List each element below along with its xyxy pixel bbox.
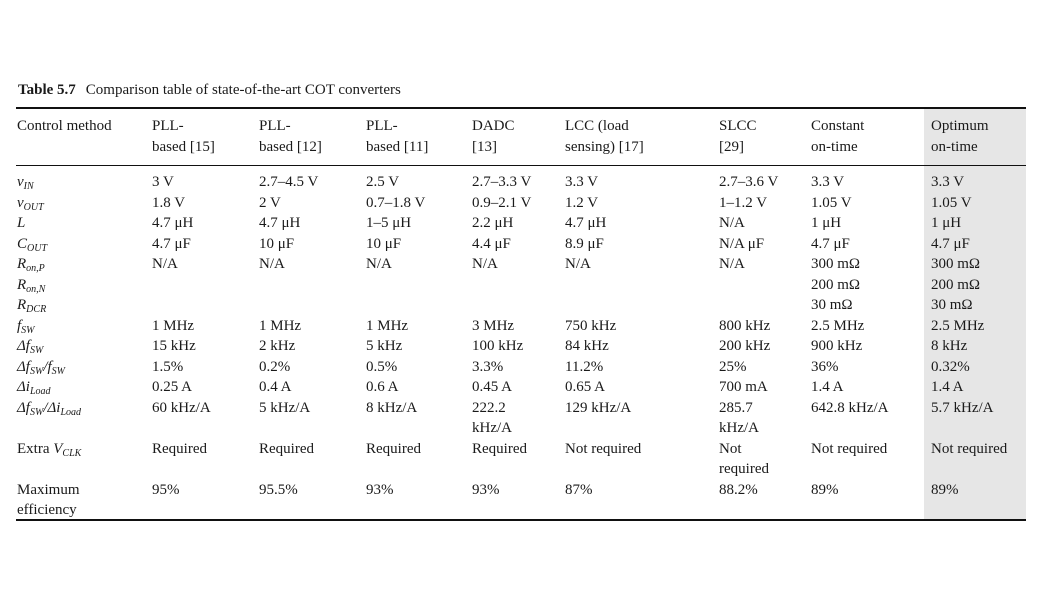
value-cell: 0.4 A [259, 379, 292, 395]
table-row [16, 336, 1026, 357]
symbol-base: Δf [17, 399, 30, 416]
value-cell: 0.25 A [152, 379, 193, 395]
value-cell [472, 275, 565, 296]
value-cell: N/A [152, 256, 178, 272]
value-cell: 36% [811, 358, 839, 375]
value-cell: 1.8 V [152, 194, 186, 211]
value-cell: 5.7 kHz/A [931, 399, 994, 416]
value-cell: 100 kHz [472, 338, 524, 354]
value-cell: N/A [719, 215, 745, 231]
value-cell: 0.32% [931, 358, 970, 375]
value-cell: N/A [259, 256, 285, 272]
value-cell: 1 MHz [152, 317, 195, 334]
table-body [16, 165, 1026, 521]
value-cell: 2 V [259, 194, 281, 211]
value-cell: 0.9–2.1 V [472, 194, 532, 211]
value-cell: 4.7 μF [931, 235, 970, 252]
value-cell: Not required [811, 440, 888, 457]
parameter-cell [16, 336, 152, 357]
table-label: Table 5.7 [18, 82, 76, 98]
parameter-symbol [17, 359, 65, 375]
value-cell: 89% [931, 481, 959, 498]
symbol-subscript: IN [23, 181, 34, 192]
value-cell: Not required [931, 440, 1008, 457]
value-cell: 3 V [152, 174, 174, 190]
symbol-base: R [17, 256, 27, 272]
column-header: Optimum on-time [931, 118, 989, 155]
parameter-cell [16, 165, 152, 193]
parameter-symbol [17, 400, 81, 416]
symbol-subscript: DCR [26, 304, 47, 315]
parameter-text: Maximum efficiency [17, 481, 80, 518]
value-cell: Not required [719, 440, 769, 477]
value-cell: 0.7–1.8 V [366, 194, 426, 211]
value-cell: Required [152, 440, 207, 457]
value-cell [366, 275, 472, 296]
value-cell: 1.4 A [811, 379, 844, 395]
symbol-base: /Δi [43, 399, 61, 416]
table-caption [18, 82, 401, 99]
value-cell: 30 mΩ [931, 297, 973, 313]
parameter-symbol [17, 379, 51, 395]
value-cell: 88.2% [719, 481, 758, 498]
symbol-subscript: SW [21, 324, 35, 336]
value-cell: 4.4 μF [472, 235, 511, 252]
parameter-symbol [53, 441, 81, 457]
value-cell: 1.5% [152, 358, 184, 375]
table-row [16, 254, 1026, 275]
symbol-base: R [17, 276, 27, 293]
table-row [16, 398, 1026, 439]
parameter-text: Extra [17, 440, 54, 457]
value-cell: 2.7–4.5 V [259, 174, 319, 190]
value-cell: 0.45 A [472, 379, 513, 395]
value-cell: 8 kHz/A [366, 399, 418, 416]
value-cell: 1.05 V [811, 194, 852, 211]
value-cell [366, 295, 472, 316]
value-cell: 8 kHz [931, 338, 968, 354]
value-cell [259, 275, 366, 296]
value-cell: 0.6 A [366, 379, 399, 395]
column-header: PLL- based [11] [366, 118, 429, 155]
value-cell: 93% [366, 481, 394, 498]
value-cell [719, 275, 811, 296]
table-row [16, 213, 1026, 234]
parameter-cell [16, 316, 152, 337]
value-cell: N/A [565, 256, 591, 272]
value-cell: 1 MHz [259, 317, 302, 334]
value-cell: 95% [152, 481, 180, 498]
value-cell: 3.3 V [565, 174, 599, 190]
value-cell: 5 kHz [366, 338, 403, 354]
value-cell: 1–5 μH [366, 215, 412, 231]
value-cell: 3.3 V [811, 174, 845, 190]
value-cell: 900 kHz [811, 338, 863, 354]
value-cell: 222.2 kHz/A [472, 399, 512, 436]
value-cell: 800 kHz [719, 317, 771, 334]
parameter-symbol [17, 215, 25, 231]
value-cell: 0.5% [366, 358, 398, 375]
table-row [16, 480, 1026, 521]
value-cell [565, 295, 719, 316]
symbol-base: v [17, 174, 24, 190]
value-cell: N/A μF [719, 235, 765, 252]
parameter-cell [16, 398, 152, 439]
parameter-symbol [17, 297, 46, 313]
symbol-base: /f [43, 358, 52, 375]
value-cell: 89% [811, 481, 839, 498]
value-cell: 15 kHz [152, 338, 196, 354]
value-cell: 2.7–3.6 V [719, 174, 779, 190]
table-row [16, 357, 1026, 378]
header-row [16, 109, 1026, 165]
value-cell: 0.65 A [565, 379, 606, 395]
parameter-cell [16, 439, 152, 480]
value-cell: 4.7 μH [259, 215, 301, 231]
value-cell: 1.2 V [565, 194, 599, 211]
value-cell: 4.7 μF [152, 235, 191, 252]
parameter-cell [16, 357, 152, 378]
symbol-base: f [17, 317, 22, 334]
table-row [16, 439, 1026, 480]
value-cell: N/A [366, 256, 392, 272]
parameter-symbol [17, 338, 43, 354]
symbol-subscript: SW [29, 406, 44, 418]
symbol-subscript: OUT [27, 242, 48, 254]
column-header: DADC [13] [472, 118, 515, 155]
symbol-subscript: Load [60, 406, 82, 418]
parameter-cell [16, 377, 152, 398]
value-cell: 2.7–3.3 V [472, 174, 532, 190]
value-cell: 3 MHz [472, 317, 515, 334]
value-cell: 3.3% [472, 358, 504, 375]
column-header: Control method [17, 118, 112, 134]
value-cell [719, 295, 811, 316]
value-cell: 4.7 μH [565, 215, 607, 231]
table-title: Comparison table of state-of-the-art COT converters [85, 82, 401, 98]
table-row [16, 165, 1026, 193]
value-cell: Not required [565, 440, 642, 457]
value-cell: 30 mΩ [811, 297, 853, 313]
symbol-base: v [17, 194, 24, 211]
value-cell: 10 μF [259, 235, 295, 252]
column-header: LCC (load sensing) [17] [565, 118, 644, 155]
value-cell: 95.5% [259, 481, 298, 498]
symbol-subscript: OUT [23, 201, 44, 213]
parameter-cell [16, 254, 152, 275]
value-cell: 25% [719, 358, 747, 375]
value-cell: Required [472, 440, 527, 457]
symbol-subscript: Load [29, 386, 51, 397]
parameter-symbol [17, 174, 34, 190]
value-cell: 200 mΩ [931, 276, 981, 293]
symbol-subscript: SW [51, 365, 66, 377]
value-cell: 3.3 V [931, 174, 965, 190]
value-cell [259, 295, 366, 316]
value-cell: 200 kHz [719, 338, 771, 354]
value-cell: Required [259, 440, 314, 457]
value-cell: 2.2 μH [472, 215, 514, 231]
value-cell: N/A [472, 256, 498, 272]
value-cell: 4.7 μH [152, 215, 194, 231]
symbol-base: L [17, 215, 26, 231]
value-cell: 2 kHz [259, 338, 296, 354]
value-cell [152, 295, 259, 316]
table-row [16, 275, 1026, 296]
value-cell: Required [366, 440, 421, 457]
value-cell: 1.4 A [931, 379, 964, 395]
comparison-table [16, 109, 1026, 521]
value-cell: 285.7 kHz/A [719, 399, 759, 436]
table-row [16, 377, 1026, 398]
value-cell: 1 μH [931, 215, 962, 231]
table-row [16, 193, 1026, 214]
value-cell: 300 mΩ [931, 256, 981, 272]
value-cell: 60 kHz/A [152, 399, 211, 416]
parameter-symbol [17, 318, 35, 334]
symbol-base: Δi [17, 379, 30, 395]
value-cell: 750 kHz [565, 317, 617, 334]
value-cell: 200 mΩ [811, 276, 861, 293]
value-cell: 84 kHz [565, 338, 609, 354]
parameter-cell [16, 193, 152, 214]
value-cell: 93% [472, 481, 500, 498]
value-cell: 1–1.2 V [719, 194, 768, 211]
value-cell: 8.9 μF [565, 235, 604, 252]
symbol-subscript: SW [29, 345, 44, 356]
value-cell: 1 μH [811, 215, 842, 231]
value-cell: 129 kHz/A [565, 399, 632, 416]
value-cell: 700 mA [719, 379, 768, 395]
value-cell [472, 295, 565, 316]
column-header: PLL- based [15] [152, 118, 215, 155]
symbol-subscript: on,N [26, 283, 46, 295]
symbol-base: R [17, 297, 27, 313]
parameter-cell [16, 480, 152, 521]
value-cell: 2.5 MHz [811, 317, 865, 334]
value-cell: 300 mΩ [811, 256, 861, 272]
column-header: PLL- based [12] [259, 118, 322, 155]
table-row [16, 295, 1026, 316]
symbol-base: Δf [17, 338, 30, 354]
value-cell: 1 MHz [366, 317, 409, 334]
parameter-symbol [17, 277, 45, 293]
parameter-symbol [17, 256, 45, 272]
value-cell: 4.7 μF [811, 235, 850, 252]
value-cell: 0.2% [259, 358, 291, 375]
symbol-subscript: CLK [62, 447, 82, 459]
parameter-symbol [17, 236, 47, 252]
symbol-base: Δf [17, 358, 30, 375]
parameter-cell [16, 213, 152, 234]
value-cell: 1.05 V [931, 194, 972, 211]
value-cell: 642.8 kHz/A [811, 399, 889, 416]
value-cell: 5 kHz/A [259, 399, 311, 416]
table-row [16, 316, 1026, 337]
symbol-base: V [53, 440, 63, 457]
symbol-subscript: SW [29, 365, 44, 377]
value-cell [152, 275, 259, 296]
value-cell [565, 275, 719, 296]
parameter-cell [16, 295, 152, 316]
value-cell: 2.5 V [366, 174, 400, 190]
table-row [16, 234, 1026, 255]
column-header: Constant on-time [811, 118, 865, 155]
value-cell: 11.2% [565, 358, 604, 375]
symbol-base: C [17, 235, 28, 252]
column-header: SLCC [29] [719, 118, 757, 155]
parameter-cell [16, 275, 152, 296]
symbol-subscript: on,P [26, 263, 45, 274]
parameter-cell [16, 234, 152, 255]
value-cell: 87% [565, 481, 593, 498]
value-cell: N/A [719, 256, 745, 272]
parameter-symbol [17, 195, 44, 211]
value-cell: 2.5 MHz [931, 317, 985, 334]
value-cell: 10 μF [366, 235, 402, 252]
